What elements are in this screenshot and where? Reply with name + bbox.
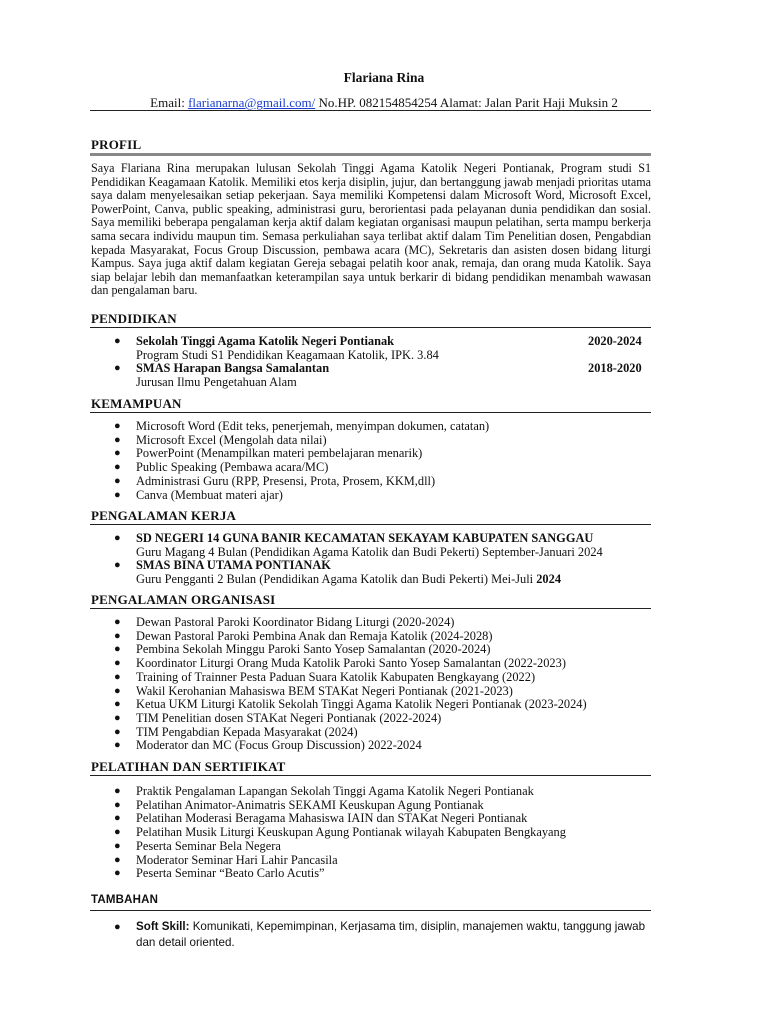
bullet-icon: ● [114,488,121,501]
education-year: 2018-2020 [588,361,642,376]
list-item: ● Moderator dan MC (Focus Group Discussion) 2022-2024 [114,738,422,753]
section-heading-profil: PROFIL [91,137,142,152]
section-heading-tambahan: TAMBAHAN [91,894,159,906]
bullet-icon: ● [114,616,121,628]
section-heading-pelatihan: PELATIHAN DAN SERTIFIKAT [91,759,286,774]
bullet-icon: ● [114,921,121,933]
bullet-icon: ● [114,335,121,347]
bullet-icon: ● [114,474,121,487]
list-item: ● Dewan Pastoral Paroki Koordinator Bidang Liturgi (2020-2024) [114,615,455,629]
education-year: 2020-2024 [588,334,642,348]
work-place: SD NEGERI 14 GUNA BANIR KECAMATAN SEKAYAM KABUPATEN SANGGAU [136,531,594,545]
applicant-name: Flariana Rina [343,70,425,85]
bullet-icon: ● [114,839,121,852]
list-item: ● Wakil Kerohanian Mahasiswa BEM STAKat Negeri Pontianak (2021-2023) [114,683,513,698]
section-heading-organisasi: PENGALAMAN ORGANISASI [91,592,276,607]
section-divider-tambahan [90,910,651,911]
bullet-icon: ● [114,461,121,474]
bullet-icon: ● [114,826,121,839]
work-list [91,532,651,587]
bullet-icon: ● [114,798,121,811]
section-divider-kerja [90,524,651,525]
education-detail: Jurusan Ilmu Pengetahuan Alam [136,375,297,390]
list-item: ● Ketua UKM Liturgi Katolik Sekolah Tinggi Agama Katolik Negeri Pontianak (2023-2024) [114,697,587,712]
education-detail: Program Studi S1 Pendidikan Keagamaan Katolik, IPK. 3.84 [136,347,439,362]
education-list [91,335,651,390]
bullet-icon: ● [114,643,121,656]
section-divider-pelatihan [90,775,651,776]
bullet-icon: ● [114,447,121,460]
section-heading-pendidikan: PENDIDIKAN [91,311,177,326]
additional-list [91,919,651,951]
bullet-icon: ● [114,725,121,738]
list-item: ● Praktik Pengalaman Lapangan Sekolah Tinggi Agama Katolik Negeri Pontianak [114,784,534,798]
bullet-icon: ● [114,420,121,432]
list-item: ● Pelatihan Animator-Animatris SEKAMI Keuskupan Agung Pontianak [114,797,484,812]
bullet-icon: ● [114,670,121,683]
list-item: ● Training of Trainner Pesta Paduan Suara Katolik Kabupaten Bengkayang (2022) [114,669,536,684]
bullet-icon: ● [114,629,121,642]
list-item [91,559,651,573]
bullet-icon: ● [114,812,121,825]
education-school: Sekolah Tinggi Agama Katolik Negeri Pontianak [136,334,395,348]
list-item: ● Moderator Seminar Hari Lahir Pancasila [114,852,338,867]
list-item: ● Microsoft Excel (Mengolah data nilai) [114,432,327,447]
bullet-icon: ● [114,867,121,880]
bullet-icon: ● [114,739,121,752]
list-item [91,335,651,349]
list-item: ● Administrasi Guru (RPP, Presensi, Prota, Prosem, KKM,dll) [114,473,436,488]
work-detail: Guru Pengganti 2 Bulan (Pendidikan Agama Katolik dan Budi Pekerti) Mei-Juli 2024 [136,572,562,587]
skills-list [91,420,651,502]
list-item: ● Pelatihan Moderasi Beragama Mahasiswa IAIN dan STAKat Negeri Pontianak [114,811,528,826]
section-heading-kerja: PENGALAMAN KERJA [91,508,237,523]
list-item: ● Dewan Pastoral Paroki Pembina Anak dan Remaja Katolik (2024-2028) [114,628,493,643]
list-item: ● Canva (Membuat materi ajar) [114,487,283,502]
list-item [91,919,651,951]
bullet-icon: ● [114,711,121,724]
list-item: ● Peserta Seminar Bela Negera [114,838,281,853]
soft-skill-text: Komunikati, Kepemimpinan, Kerjasama tim, disiplin, manajemen waktu, tanggung jawab dan detail oriented. [136,920,646,949]
bullet-icon: ● [114,532,121,544]
training-list [91,785,651,881]
section-divider-kemampuan [90,412,651,413]
list-item: ● TIM Penelitian dosen STAKat Negeri Pontianak (2022-2024) [114,710,442,725]
bullet-icon: ● [114,684,121,697]
section-divider-pendidikan [90,327,651,328]
list-item [91,532,651,546]
list-item: ● PowerPoint (Menampilkan materi pembelajaran menarik) [114,446,423,461]
email-link[interactable]: flarianarna@gmail.com/ [188,95,316,110]
bullet-icon: ● [114,785,121,797]
list-item: ● Microsoft Word (Edit teks, penerjemah, menyimpan dokumen, catatan) [114,419,490,433]
bullet-icon: ● [114,698,121,711]
list-item: ● Pelatihan Musik Liturgi Keuskupan Agung Pontianak wilayah Kabupaten Bengkayang [114,825,566,840]
section-heading-kemampuan: KEMAMPUAN [91,396,182,411]
bullet-icon: ● [114,853,121,866]
list-item: ● Koordinator Liturgi Orang Muda Katolik Paroki Santo Yosep Samalantan (2022-2023) [114,656,566,671]
bullet-icon: ● [114,433,121,446]
list-item: ● Peserta Seminar “Beato Carlo Acutis” [114,866,325,881]
profile-paragraph: Saya Flariana Rina merupakan lulusan Sekolah Tinggi Agama Katolik Negeri Pontianak, Program studi S1 Pendidikan Keagamaan Katolik. Memiliki etos kerja disiplin, jujur, dan bertanggung jawab menjadi prioritas utama saya dalam menyelesaikan setiap pekerjaan. Saya memiliki Kompetensi dalam Microsoft Word, Microsoft Excel, PowerPoint, Canva, public speaking, administrasi guru, berorientasi pada pelayanan dunia pendidikan dan sosial. Saya memiliki beberapa pengalaman kerja aktif dalam kegiatan organisasi maupun pelatihan, serta mampu berkerja sama secara individu maupun tim. Semasa perkuliahan saya terlibat aktif dalam Tim Penelitian dosen, Pengabdian kepada Masyarakat, Focus Group Discussion, pembawa acara (MC), Sekretaris dan asisten dosen bidang liturgi Kampus. Saya juga aktif dalam kegiatan Gereja sebagai pelatih koor anak, remaja, dan orang muda Katolik. Saya siap belajar lebih dan memanfaatkan keterampilan saya untuk berkarir di bidang pendidikan menambah wawasan dan pengalaman baru. [91,161,651,298]
section-divider-organisasi [90,608,651,609]
list-item: ● TIM Pengabdian Kepada Masyarakat (2024) [114,724,358,739]
contact-line [0,95,768,111]
contact-details: No.HP. 082154854254 Alamat: Jalan Parit Haji Muksin 2 [315,95,618,110]
header-divider [90,110,651,111]
work-place: SMAS BINA UTAMA PONTIANAK [136,558,331,573]
soft-skill-label: Soft Skill: [136,920,190,933]
list-item [91,362,651,376]
email-label: Email: [150,95,189,110]
list-item: ● Public Speaking (Pembawa acara/MC) [114,460,329,475]
section-divider-profil [90,153,651,156]
list-item: ● Pembina Sekolah Minggu Paroki Santo Yosep Samalantan (2020-2024) [114,642,491,657]
work-detail: Guru Magang 4 Bulan (Pendidikan Agama Katolik dan Budi Pekerti) September-Januari 2024 [136,544,603,559]
bullet-icon: ● [114,559,121,572]
bullet-icon: ● [114,657,121,670]
organization-list [91,616,651,753]
bullet-icon: ● [114,362,121,375]
education-school: SMAS Harapan Bangsa Samalantan [136,361,330,376]
